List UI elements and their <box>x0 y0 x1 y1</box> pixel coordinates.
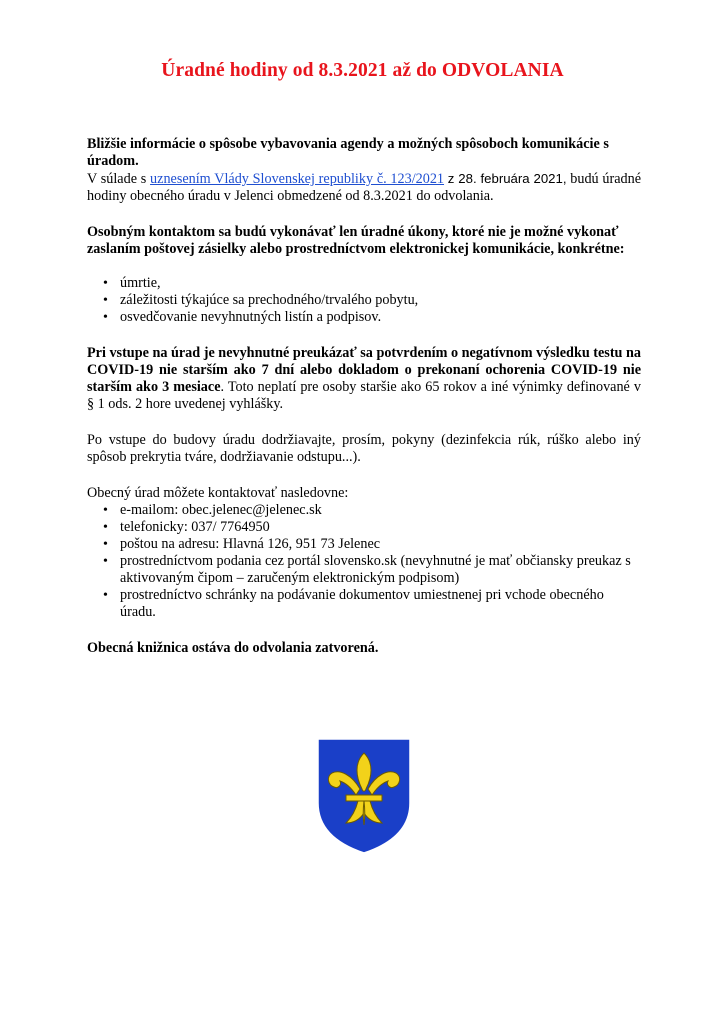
list-item <box>87 587 641 621</box>
intro-prefix: V súlade s <box>87 171 147 187</box>
contact-email[interactable]: e-mailom: obec.jelenec@jelenec.sk <box>120 502 322 518</box>
library-notice: Obecná knižnica ostáva do odvolania zatvorená. <box>87 640 379 656</box>
personal-contact-text: Osobným kontaktom sa budú vykonávať len úradné úkony, ktoré nie je možné vykonať zaslaním poštovej zásielky alebo prostredníctvom elektronickej komunikácie, konkrétne: <box>87 224 625 257</box>
intro-paragraph <box>87 170 641 205</box>
contact-list <box>87 502 641 621</box>
list-item: • záležitosti týkajúce sa prechodného/trvalého pobytu, <box>103 292 419 308</box>
covid-paragraph <box>87 345 641 413</box>
document-body <box>87 136 641 657</box>
bullet-icon: • <box>103 293 108 308</box>
bullet-icon: • <box>103 276 108 291</box>
contact-address: poštou na adresu: Hlavná 126, 951 73 Jelenec <box>120 536 381 552</box>
list-item <box>87 553 641 587</box>
government-resolution-link[interactable]: uznesením Vlády Slovenskej republiky č. 123/2021 <box>150 171 445 187</box>
coat-of-arms-icon <box>316 737 412 855</box>
bullet-icon: • <box>103 537 108 552</box>
bullet-icon: • <box>103 503 108 518</box>
list-item: • úmrtie, <box>103 275 161 291</box>
bullet-icon: • <box>103 554 108 569</box>
covid-exceptions: . Toto neplatí pre osoby staršie ako 65 rokov a iné výnimky definované v § 1 ods. 2 hore uvedenej vyhlášky. <box>87 379 641 412</box>
bullet-icon: • <box>103 520 108 535</box>
contact-portal: prostredníctvom podania cez portál slovensko.sk (nevyhnutné je mať občiansky preukaz s aktivovaným čipom – zaručeným elektronickým podpisom) <box>120 553 631 586</box>
contact-phone: telefonicky: 037/ 7764950 <box>120 519 270 535</box>
page-title: Úradné hodiny od 8.3.2021 až do ODVOLANIA <box>161 60 564 81</box>
covid-requirement: Pri vstupe na úrad je nevyhnutné preukázať sa potvrdením o negatívnom výsledku testu na COVID-19 nie starším ako 7 dní alebo dokladom o prekonaní ochorenia COVID-19 nie starším ako 3 mesiace <box>87 345 641 395</box>
intro-heading: Bližšie informácie o spôsobe vybavovania agendy a možných spôsoboch komunikácie s úradom. <box>87 136 609 169</box>
contact-intro: Obecný úrad môžete kontaktovať nasledovne: <box>87 485 349 501</box>
intro-suffix: budú úradné hodiny obecného úradu v Jelenci obmedzené od 8.3.2021 do odvolania. <box>87 171 641 204</box>
intro-date: z 28. februára 2021, <box>447 171 567 186</box>
bullet-icon: • <box>103 588 108 603</box>
bullet-icon: • <box>103 310 108 325</box>
list-item <box>87 502 641 519</box>
contact-mailbox: prostredníctvo schránky na podávanie dokumentov umiestnenej pri vchode obecného úradu. <box>120 587 604 620</box>
list-item <box>87 519 641 536</box>
personal-contact-list <box>87 275 641 326</box>
list-item <box>87 536 641 553</box>
list-item: • osvedčovanie nevyhnutných listín a podpisov. <box>103 309 382 325</box>
rules-paragraph: Po vstupe do budovy úradu dodržiavajte, prosím, pokyny (dezinfekcia rúk, rúško alebo iný spôsob prekrytia tváre, dodržiavanie odstupu...). <box>87 432 641 465</box>
